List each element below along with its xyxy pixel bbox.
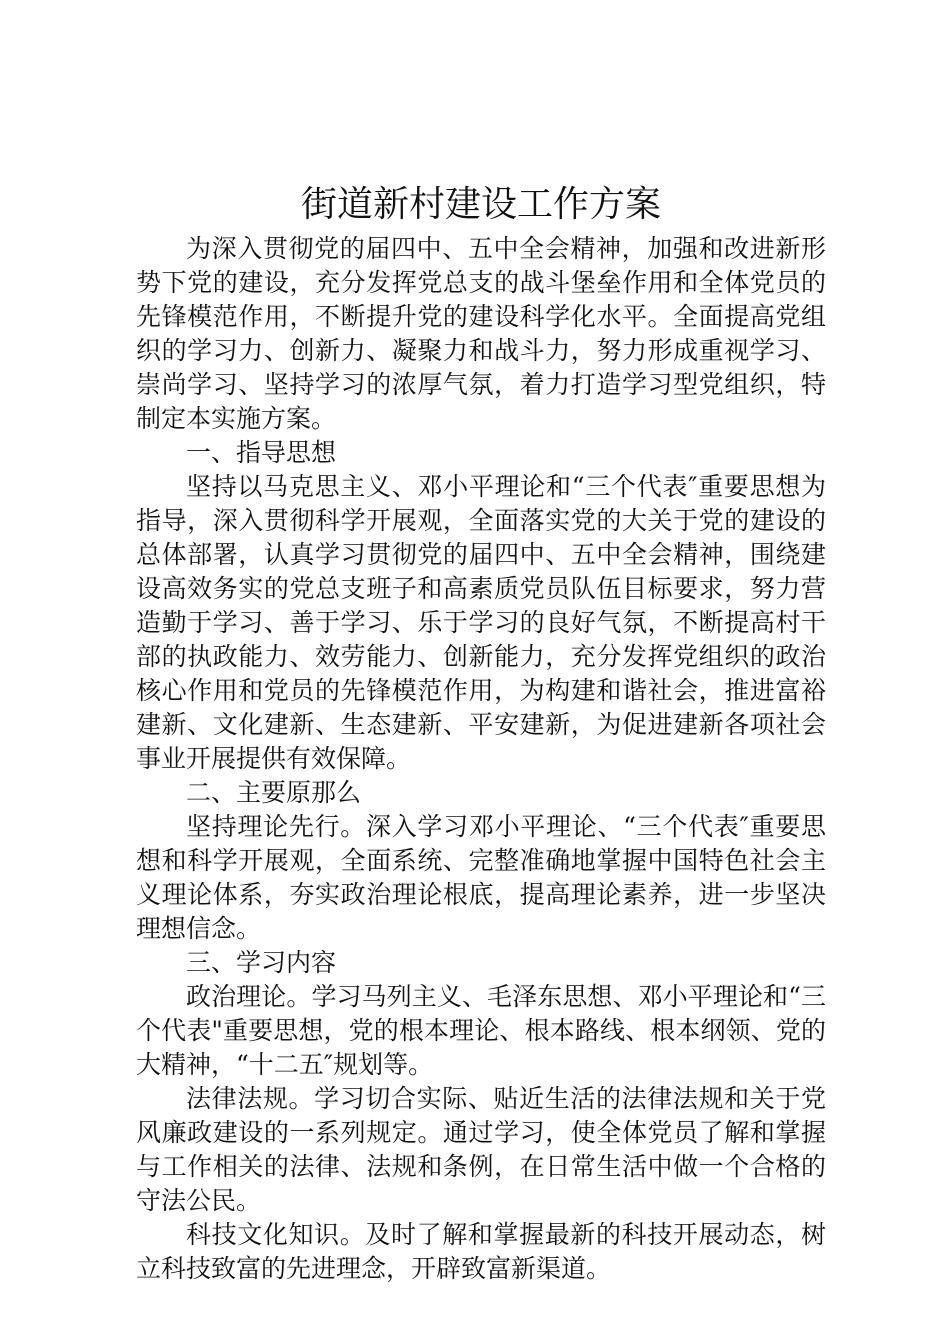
intro-paragraph: 为深入贯彻党的届四中、五中全会精神，加强和改进新形势下党的建设，充分发挥党总支的战斗堡垒作用和全体党员的先锋模范作用，不断提升党的建设科学化水平。全面提高党组织的学习力、创新力、凝聚力和战斗力，努力形成重视学习、崇尚学习、坚持学习的浓厚气氛，着力打造学习型党组织，特制定本实施方案。: [136, 234, 826, 433]
laws-regulations-paragraph: 法律法规。学习切合实际、贴近生活的法律法规和关于党风廉政建设的一系列规定。通过学习，使全体党员了解和掌握与工作相关的法律、法规和条例，在日常生活中做一个合格的守法公民。: [136, 1084, 826, 1215]
document-body: [136, 232, 826, 1286]
science-culture-paragraph: 科技文化知识。及时了解和掌握最新的科技开展动态，树立科技致富的先进理念，开辟致富新渠道。: [136, 1220, 826, 1283]
section-heading-learning-content: 三、学习内容: [186, 948, 337, 977]
political-theory-paragraph: 政治理论。学习马列主义、毛泽东思想、邓小平理论和“三个代表"重要思想，党的根本理论、根本路线、根本纲领、党的大精神，“十二五″规划等。: [136, 982, 826, 1079]
document-page: [136, 178, 826, 1286]
section-heading-guiding-ideology: 一、指导思想: [186, 438, 337, 467]
document-title: 街道新村建设工作方案: [300, 184, 661, 225]
section-heading-main-principles: 二、主要原那么: [186, 778, 362, 807]
main-principles-paragraph: 坚持理论先行。深入学习邓小平理论、“三个代表″重要思想和科学开展观，全面系统、完整准确地掌握中国特色社会主义理论体系，夯实政治理论根底，提高理论素养，进一步坚决理想信念。: [136, 812, 826, 943]
guiding-ideology-paragraph: 坚持以马克思主义、邓小平理论和“三个代表″重要思想为指导，深入贯彻科学开展观，全面落实党的大关于党的建设的总体部署，认真学习贯彻党的届四中、五中全会精神，围绕建设高效务实的党总支班子和高素质党员队伍目标要求，努力营造勤于学习、善于学习、乐于学习的良好气氛，不断提高村干部的执政能力、效劳能力、创新能力，充分发挥党组织的政治核心作用和党员的先锋模范作用，为构建和谐社会，推进富裕建新、文化建新、生态建新、平安建新，为促进建新各项社会事业开展提供有效保障。: [136, 472, 826, 773]
